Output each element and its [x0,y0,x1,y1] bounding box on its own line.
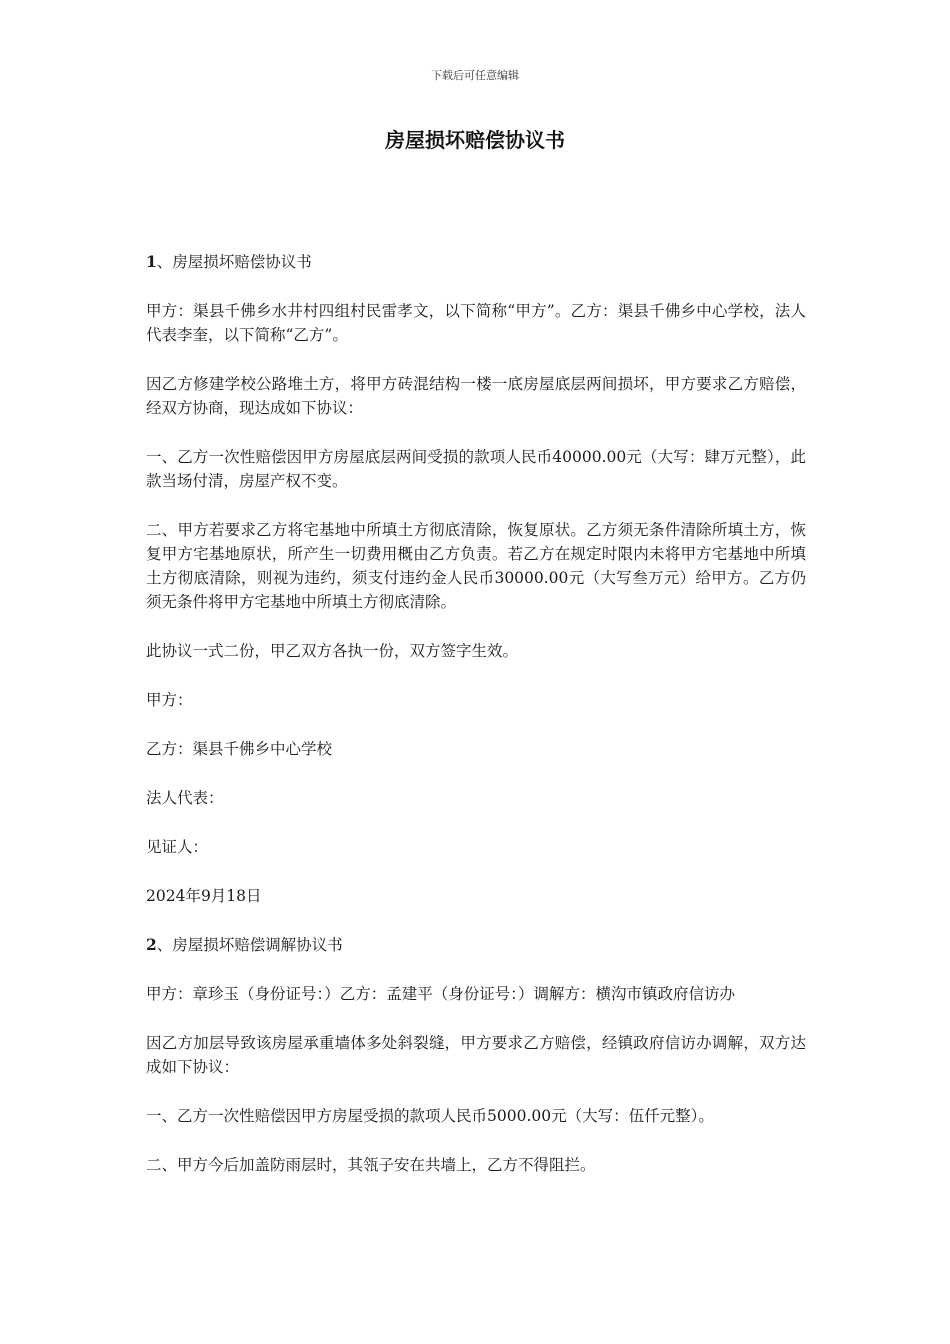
clause-2-paragraph: 二、甲方若要求乙方将宅基地中所填土方彻底清除，恢复原状。乙方须无条件清除所填土方，恢复甲方宅基地原状，所产生一切费用概由乙方负责。若乙方在规定时限内未将甲方宅基地中所填土方彻底清除，则视为违约，须支付违约金人民币30000.00元（大写叁万元）给甲方。乙方仍须无条件将甲方宅基地中所填土方彻底清除。 [146,521,806,611]
section-heading-text: 、房屋损坏赔偿调解协议书 [156,936,343,954]
witness-signature-line: 见证人： [146,838,209,856]
legal-rep-signature-line: 法人代表： [146,789,224,807]
document-title: 房屋损坏赔偿协议书 [385,128,565,152]
party-a-signature-line: 甲方： [146,691,193,709]
party-b-signature-line: 乙方：渠县千佛乡中心学校 [146,740,333,758]
section-number: 1 [146,252,157,271]
section-heading-2 [146,933,806,957]
section-heading-text: 、房屋损坏赔偿协议书 [156,253,312,271]
date-line: 2024年9月18日 [146,887,262,905]
clause-1-paragraph: 一、乙方一次性赔偿因甲方房屋底层两间受损的款项人民币40000.00元（大写：肆万元整），此款当场付清，房屋产权不变。 [146,448,806,490]
clause-2-paragraph: 二、甲方今后加盖防雨层时，其瓴子安在共墙上，乙方不得阻拦。 [146,1156,596,1174]
background-paragraph: 因乙方加层导致该房屋承重墙体多处斜裂缝，甲方要求乙方赔偿，经镇政府信访办调解，双方达成如下协议： [146,1034,806,1076]
document-body [146,250,806,1202]
party-info-paragraph: 甲方：章珍玉（身份证号：）乙方：孟建平（身份证号：）调解方：横沟市镇政府信访办 [146,985,736,1003]
section-number: 2 [146,935,157,954]
copies-paragraph: 此协议一式二份，甲乙双方各执一份，双方签字生效。 [146,642,519,660]
clause-1-paragraph: 一、乙方一次性赔偿因甲方房屋受损的款项人民币5000.00元（大写：伍仟元整）。 [146,1107,714,1125]
background-paragraph: 因乙方修建学校公路堆土方，将甲方砖混结构一楼一底房屋底层两间损坏，甲方要求乙方赔偿，经双方协商，现达成如下协议： [146,375,806,417]
section-heading-1 [146,250,806,274]
header-note: 下载后可任意编辑 [431,69,519,82]
party-info-paragraph: 甲方：渠县千佛乡水井村四组村民雷孝文，以下简称“甲方”。乙方：渠县千佛乡中心学校，法人代表李奎，以下简称“乙方”。 [146,302,806,344]
